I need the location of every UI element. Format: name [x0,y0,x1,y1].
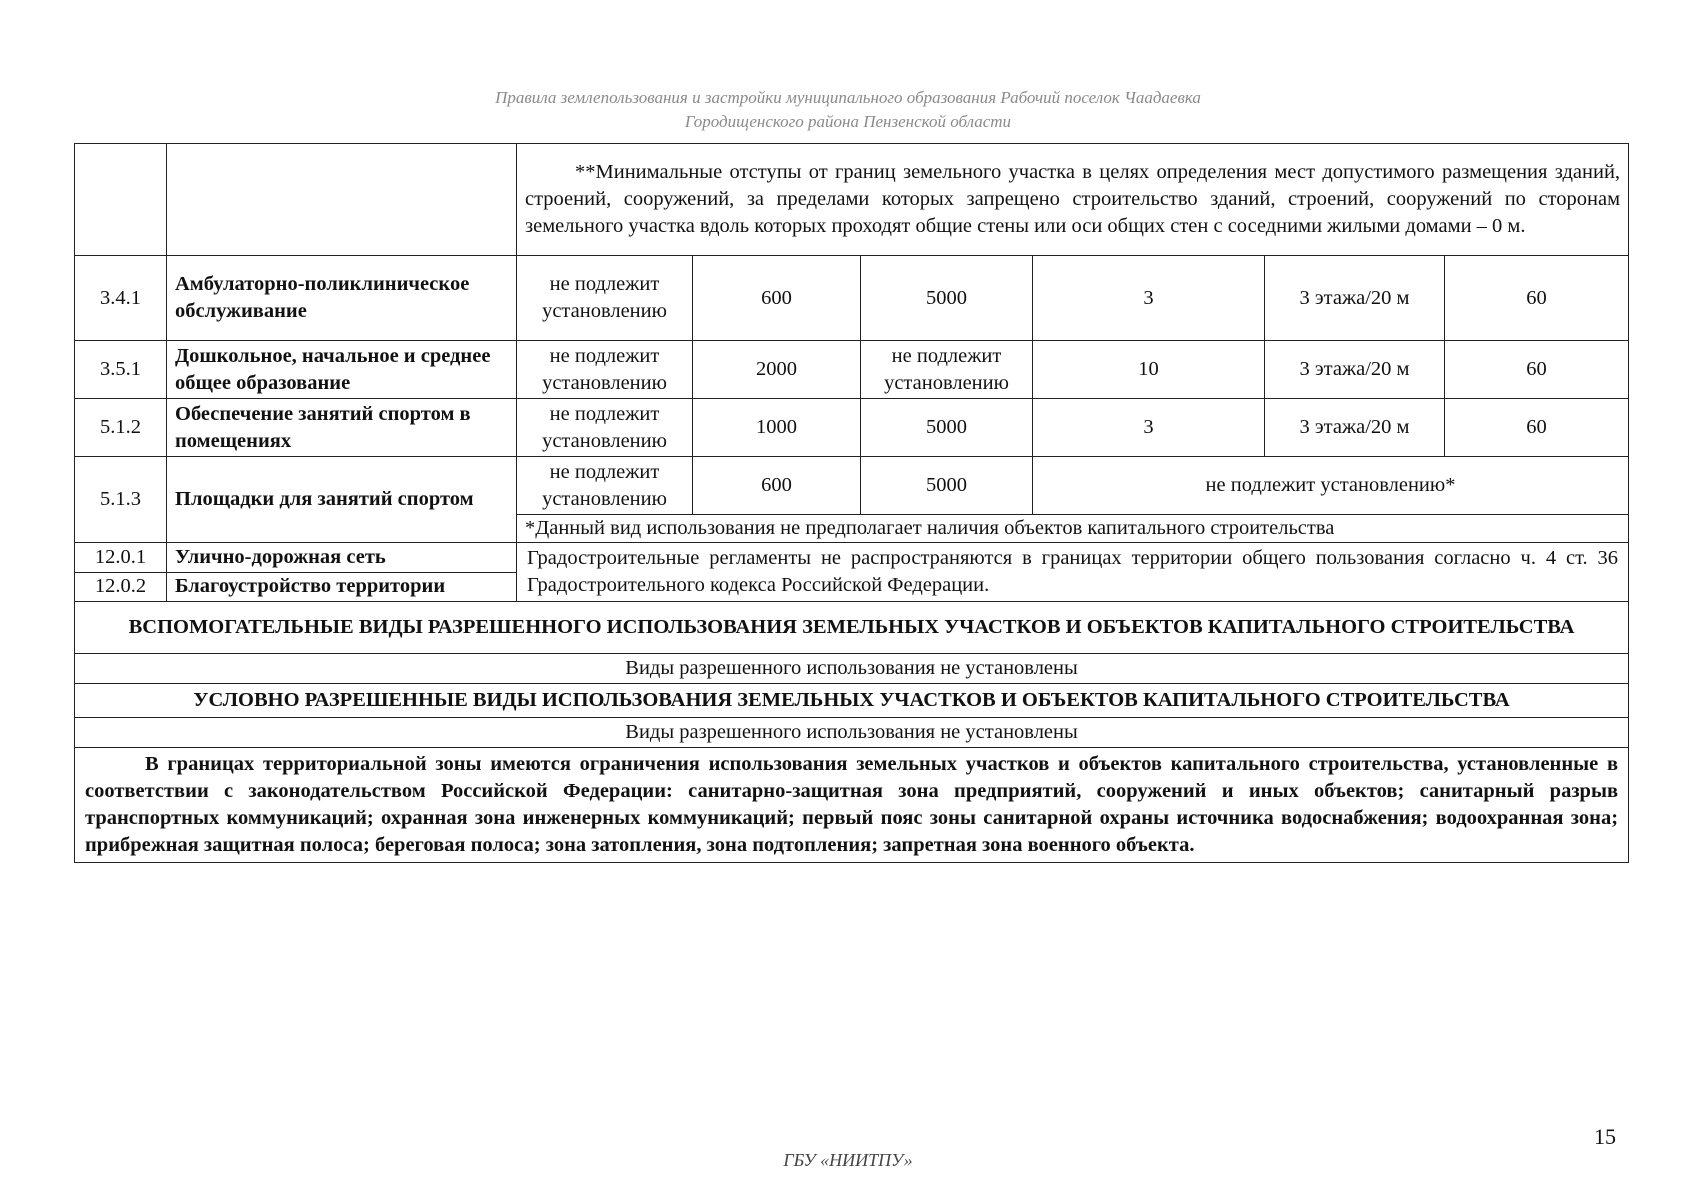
row-code: 5.1.2 [75,399,167,457]
row-cell: 60 [1445,341,1629,399]
section-heading-row [75,602,1629,654]
table-row-1201 [75,543,1629,573]
row-name: Обеспечение занятий спортом в помещениях [167,399,517,457]
row-name: Дошкольное, начальное и среднее общее образование [167,341,517,399]
row-code: 5.1.3 [75,457,167,543]
row-merged-cell: не подлежит установлению* [1033,457,1629,515]
row-cell: 3 [1033,256,1265,341]
row-name: Площадки для занятий спортом [167,457,517,543]
header-line-1: Правила землепользования и застройки муниципального образования Рабочий поселок Чаадаевка [495,88,1201,107]
row-cell: 600 [693,256,861,341]
restrictions-text: В границах территориальной зоны имеются ограничения использования земельных участков и объектов капитального строительства, установленные в соответствии с законодательством Российской Федерации: санитарно-защитная зона предприятий, сооружений и иных объектов; санитарный разрыв транспортных коммуникаций; охранная зона инженерных коммуникаций; первый пояс зоны санитарной охраны источника водоснабжения; водоохранная зона; прибрежная защитная полоса; береговая полоса; зона затопления, зона подтопления; запретная зона военного объекта. [75,748,1629,863]
row-513-note: *Данный вид использования не предполагает наличия объектов капитального строительства [517,515,1629,543]
row-cell: не подлежит установлению [517,399,693,457]
header-line-2: Городищенского района Пензенской области [684,112,1012,131]
row-code: 3.4.1 [75,256,167,341]
table-row [75,256,1629,341]
document-footer: ГБУ «НИИТПУ» [783,1150,913,1170]
top-note-text: **Минимальные отступы от границ земельного участка в целях определения мест допустимого размещения зданий, строений, сооружений, за пределами которых запрещено строительство зданий, строений, сооружений по сторонам земельного участка вдоль которых проходят общие стены или оси общих стен с соседними жилыми домами – 0 м. [517,144,1629,256]
cell-empty-code [75,144,167,256]
row-cell: 60 [1445,256,1629,341]
row-cell: 3 [1033,399,1265,457]
row-cell: 1000 [693,399,861,457]
row-cell: 3 этажа/20 м [1265,399,1445,457]
row-cell: не подлежит установлению [517,256,693,341]
row-cell: 5000 [861,399,1033,457]
row-name: Благоустройство территории [167,572,517,602]
row-cell: 5000 [861,457,1033,515]
section-text-row [75,654,1629,684]
table-row [75,399,1629,457]
row-cell: 10 [1033,341,1265,399]
row-code: 12.0.1 [75,543,167,573]
row-cell: 5000 [861,256,1033,341]
reglament-note: Градостроительные регламенты не распространяются в границах территории общего пользования согласно ч. 4 ст. 36 Градостроительного кодекса Российской Федерации. [517,543,1629,602]
row-cell: 600 [693,457,861,515]
table-row-513 [75,457,1629,515]
cond-heading: УСЛОВНО РАЗРЕШЕННЫЕ ВИДЫ ИСПОЛЬЗОВАНИЯ ЗЕМЕЛЬНЫХ УЧАСТКОВ И ОБЪЕКТОВ КАПИТАЛЬНОГО СТРОИТЕЛЬСТВА [75,684,1629,718]
restrictions-row [75,748,1629,863]
row-name: Улично-дорожная сеть [167,543,517,573]
document-header [0,86,1696,134]
aux-text: Виды разрешенного использования не установлены [75,654,1629,684]
page-number: 15 [1594,1124,1616,1149]
zoning-table [74,143,1629,863]
cond-text: Виды разрешенного использования не установлены [75,718,1629,748]
row-cell: не подлежит установлению [517,341,693,399]
row-cell: 3 этажа/20 м [1265,341,1445,399]
row-name: Амбулаторно-поликлиническое обслуживание [167,256,517,341]
row-code: 12.0.2 [75,572,167,602]
cell-empty-name [167,144,517,256]
row-cell: 2000 [693,341,861,399]
row-cell: не подлежит установлению [861,341,1033,399]
table-row-top-note [75,144,1629,256]
row-cell: 60 [1445,399,1629,457]
section-text-row [75,718,1629,748]
section-heading-row [75,684,1629,718]
table-row [75,341,1629,399]
row-code: 3.5.1 [75,341,167,399]
row-cell: не подлежит установлению [517,457,693,515]
row-cell: 3 этажа/20 м [1265,256,1445,341]
aux-heading: ВСПОМОГАТЕЛЬНЫЕ ВИДЫ РАЗРЕШЕННОГО ИСПОЛЬЗОВАНИЯ ЗЕМЕЛЬНЫХ УЧАСТКОВ И ОБЪЕКТОВ КАПИТАЛЬНОГО СТРОИТЕЛЬСТВА [75,602,1629,654]
